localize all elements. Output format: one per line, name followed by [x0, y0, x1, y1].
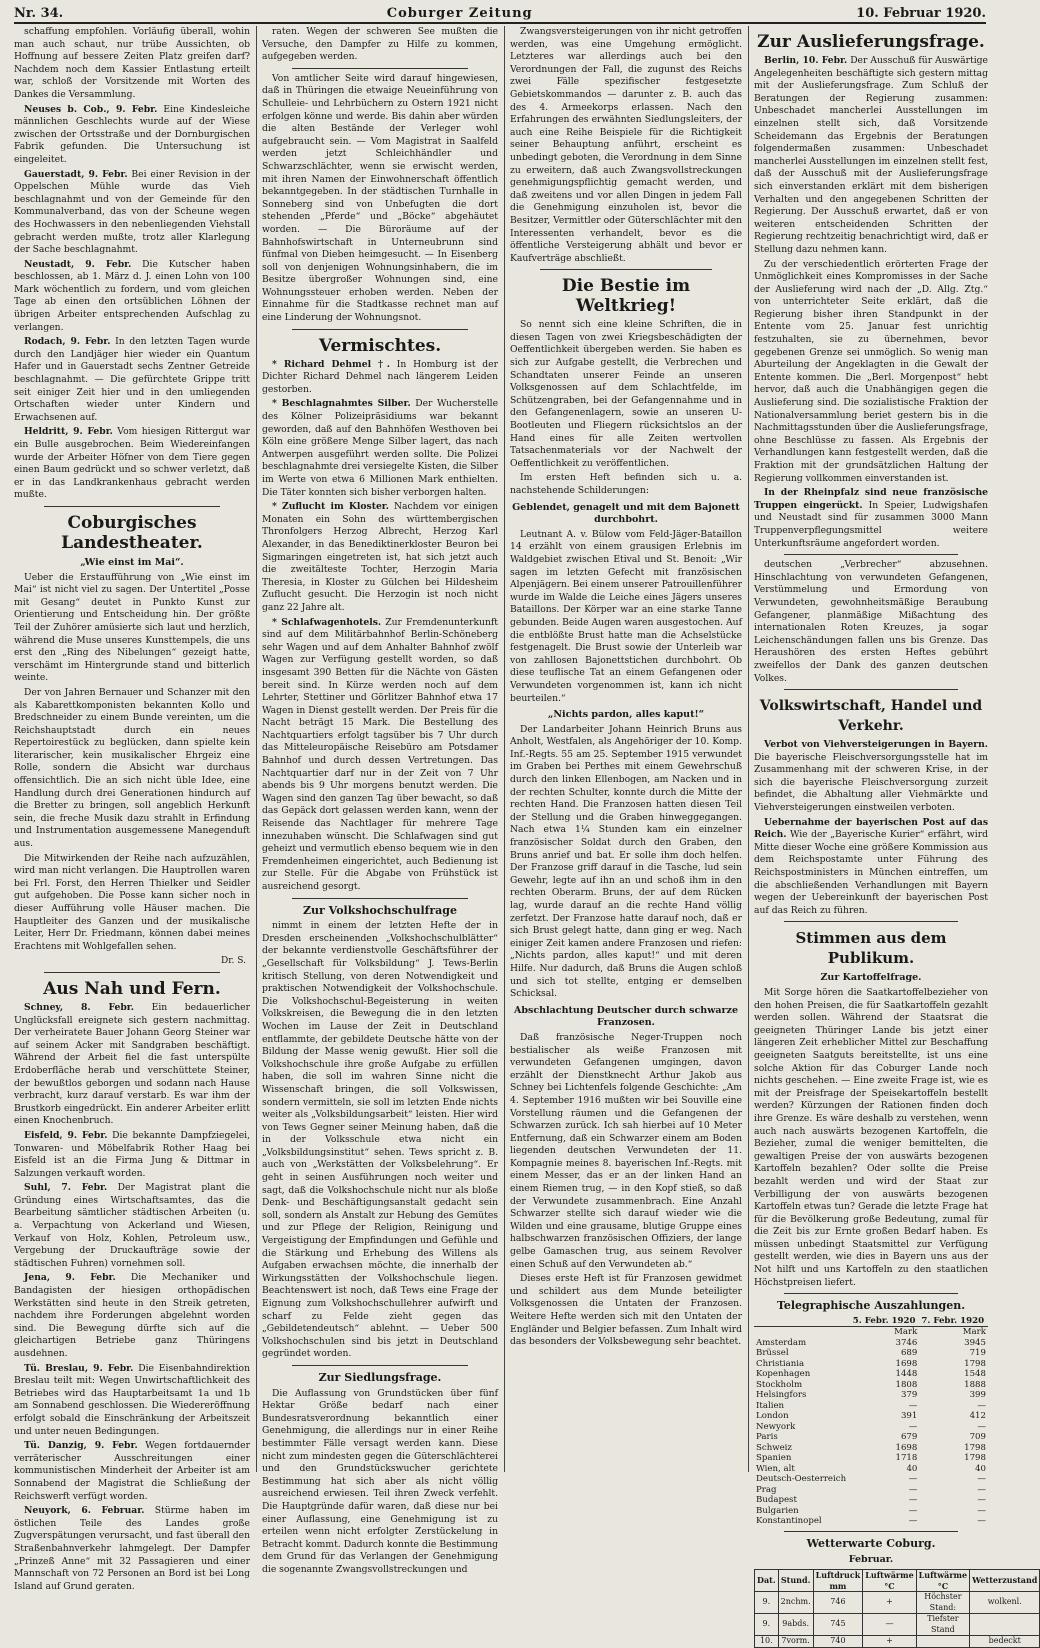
- table-cell: 746: [813, 1592, 863, 1614]
- table-row: [754, 1432, 988, 1443]
- table-row: [754, 1464, 988, 1475]
- article-text: Die Mitwirkenden der Reihe nach aufzuzählen, wird man nicht verlangen. Die Hauptrollen waren bei Frl. Forst, den Herren Thielker und Seidler gut aufgehoben. Die Posse kann sicher noch in dieser Aufführung volle Häuser machen. Die Hauptleiter des Ganzen und der musikalische Leiter, Herr Dr. Friedmann, können dabei meines Erachtens mit Wohlgefallen sehen.: [14, 852, 250, 952]
- table-cell: 40: [906, 1463, 918, 1474]
- table-cell: [916, 1636, 969, 1648]
- news-item: [754, 739, 988, 815]
- article-text: Zwangsversteigerungen von ihr nicht getroffen werden, was eine Umgehung ermöglicht. Letzteres war allerdings auch bei den Verordnungen der Fall, die zugunst des Reichs zwei Fälle spezifischer festgesetzte Gebietskommandos — darunter z. B. auch das des 4. Armeekorps erlassen. Nach den Erfahrungen des erwähnten Siedlungsleiters, der auch eine Reihe Beispiele für die Richtigkeit seiner Behauptung anführt, erscheint es unbedingt geboten, die Verordnung in dem Sinne zu erweitern, daß auch Zwangsvollstreckungen genehmigungspflichtig gemacht werden, und daß zweitens und vor allen Dingen in jedem Fall die Genehmigung einzuholen ist, bevor die Besitzer, Vermittler oder Güterschlächter mit den Interessenten verhandelt, bevor es die öffentliche Versteigerung abhält und bevor er Kaufverträge abschließt.: [510, 26, 742, 264]
- news-text: Die bayerische Fleischversorgungsstelle hat im Zusammenhang mit der schweren Krise, in der sich die bayerische Fleischversorgung zurzeit befindet, die Abhaltung aller Viehmärkte und Viehversteigerungen einstweilen verboten.: [754, 751, 988, 814]
- table-cell: 9abds.: [778, 1614, 813, 1636]
- article-heading: Zur Siedlungsfrage.: [318, 1370, 442, 1384]
- table-cell: Bulgarien: [756, 1505, 799, 1516]
- table-row: [755, 1636, 1040, 1648]
- article-subheading: „Wie einst im Mai“.: [80, 556, 184, 568]
- table-cell: Wien, alt: [756, 1463, 795, 1474]
- table-row: [754, 1390, 988, 1401]
- column-rule: [504, 26, 505, 1472]
- table-cell: 740: [813, 1636, 863, 1648]
- table-header-row: [755, 1570, 1040, 1592]
- dateline: Jena, 9. Febr.: [24, 1272, 116, 1284]
- article-heading: Zur Volkshochschulfrage: [303, 903, 457, 917]
- article-text: Der von Jahren Bernauer und Schanzer mit den als Kabarettkomponisten bekannten Kollo und Bredschneider zu einem Bunde vereinten, um die Reichshauptstadt durch ein neues Repertoirestück zu beglücken, dann spielte kein literarischer, kein musikalischer Ehrgeiz eine Rolle, sondern die Absicht war durchaus offensichtlich. Die an sich nicht üble Idee, eine Handlung durch drei Generationen hindurch auf die Bretter zu bringen, soll angeblich Herkunft sein, die freche Musik dazu strahlt in Erfindung und Instrumentation ausgemessene Manegenduft aus.: [14, 686, 250, 850]
- article-text: Die Auflassung von Grundstücken über fünf Hektar Größe bedarf nach einer Bundesratsverordnung bekanntlich einer Genehmigung, die allerdings nur in einer Reihe bestimmter Fälle versagt werden kann. Diese nicht zum mindesten gegen die Güterschlächterei und den Grundstückswucher gerichtete Bestimmung hat sich aber als nicht völlig ausreichend erwiesen. Teil ihren Zweck verfehlt. Die Hauptgründe dafür waren, daß diese nur bei einer Auflassung, eine Genehmigung ist zu erteilen wenn nicht erfolgter Zerstückelung in Betracht kommt. Dadurch konnte die Bestimmung dem Grund für das Verlangen der Genehmigung die sogenannte Zwangsvollstreckungen und: [262, 1387, 498, 1575]
- divider: [784, 689, 958, 690]
- weather-rows: [755, 1592, 1040, 1648]
- news-text: Die Eisenbahndirektion Breslau teilt mit: Wegen Unwirtschaftlichkeit des Betriebes wird das Hauptarbeitsamt 1a und 1b am Sonnabend geschlossen. Die Wiedereröffnung erfolgt sobald die Einschränkung der Arbeitszeit und unter neuen Bedingungen.: [14, 1362, 250, 1437]
- table-subheading: Februar.: [848, 1554, 894, 1566]
- article-subheading: Zur Kartoffelfrage.: [820, 972, 922, 984]
- news-item: [14, 169, 250, 257]
- article-subheading: „Nichts pardon, alles kaput!“: [547, 709, 705, 721]
- news-text: Der Ausschuß für Auswärtige Angelegenheiten beschäftigte sich gestern mittag mit der Auslieferungsfrage. Zum Schluß der Beratungen der Regierung zusammen: Unbeschadet mancherlei Ausstellungen im einzelnen stellt sich, daß Vorsitzende Scheidemann das Ergebnis der Beratungen folgendermaßen zusammen: Unbeschadet mancherlei Ausstellungen im einzelnen stellt fest, daß der Ausschuß mit der Auslieferungsfrage sich einverstanden erklärt mit dem bisherigen Verhalten und den angegebenen Schritten der Regierung. Der Ausschuß erwartet, daß er von weiteren entscheidenden Schritten der Regierung rechtzeitig benachrichtigt wird, daß er Stellung dazu nehmen kann.: [754, 55, 988, 255]
- article-text: Zu der verschiedentlich erörterten Frage der Unmöglichkeit eines Kompromisses in der Sache der Auslieferung wird nach der „D. Allg. Ztg.“ von unterrichteter Seite erklärt, daß die Regierung bisher ihren Standpunkt in der Entente vom 25. Januar fest unrichtig festzuhalten, sie zu übernehmen, bevor gegebenen Grenze sei unmöglich. So wenig man Aburteilung der Angeklagten in die Gewalt der Entente kommen. Die „Berl. Morgenpost“ hebt hervor, daß auch die Unabhängigen gegen die Auslieferung sind. Die sozialistische Fraktion der Nationalversammlung beriet gestern bis in die Nachmittagsstunden über die Auslieferungsfrage, ohne Beschlüsse zu fassen. Als Ergebnis der Verhandlungen kann festgestellt werden, daß die Fraktion mit der grundsätzlichen Haltung der Regierung vollkommen einverstanden ist.: [754, 258, 988, 484]
- table-cell: 10.: [755, 1636, 779, 1648]
- section-heading: Stimmen aus dem Publikum.: [795, 929, 947, 968]
- dateline: Verbot von Viehversteigerungen in Bayern.: [764, 739, 988, 751]
- weather-table: [754, 1569, 1040, 1648]
- table-cell: Newyork: [756, 1421, 796, 1432]
- news-text: In Speier, Ludwigshafen und Neustadt sind für zusammen 3000 Mann Truppenverpflegungsmittel weitere Unterkunftsräume angefordert worden.: [754, 499, 989, 549]
- table-cell: 1698: [895, 1442, 918, 1453]
- dateline: Gauerstadt, 9. Febr.: [24, 168, 128, 180]
- news-text: Die Mechaniker und Bandagisten der hiesigen orthopädischen Werkstätten sind heute in den Streik getreten, nachdem ihre Forderungen abgelehnt worden sind. Die Bewegung dürfte sich auf die gleichartigen Betriebe ganz Thüringens ausdehnen.: [14, 1272, 251, 1359]
- table-cell: Spanien: [756, 1453, 792, 1464]
- section-heading: Coburgisches Landestheater.: [61, 512, 203, 553]
- dateline: * Zuflucht im Kloster.: [272, 501, 389, 513]
- article-subheading: Geblendet, genagelt und mit dem Bajonett durchbohrt.: [512, 501, 740, 526]
- table-cell: wolkenl.: [970, 1592, 1040, 1614]
- divider: [784, 554, 958, 555]
- dateline: In der Rheinpfalz sind neue französische Truppen eingerückt.: [754, 487, 988, 511]
- divider: [44, 972, 220, 973]
- table-cell: 379: [900, 1390, 918, 1401]
- article-text: schaffung empfohlen. Vorläufig überall, wohin man auch schaut, nur trübe Aussichten, ob Hoffnung auf bessere Zeiten Platz greifen darf? Nachdem noch dem Kassier Entlastung erteilt war, schloß der Vorsitzende mit Worten des Dankes die Versammlung.: [14, 26, 250, 100]
- exchange-rate-table: [754, 1316, 988, 1527]
- dateline: Neuyork, 6. Februar.: [24, 1505, 145, 1517]
- table-cell: Budapest: [756, 1495, 797, 1506]
- news-item: [14, 1182, 250, 1270]
- table-cell: +: [863, 1636, 916, 1648]
- dateline: * Schlafwagenhotels.: [272, 616, 382, 628]
- table-header-row: [754, 1316, 988, 1327]
- news-text: In den letzten Tagen wurde durch den Landjäger hier wieder ein Quantum Hafer und in Gauerstadt sechs Zentner Getreide beschlagnahmt. — Die gefürchtete Grippe tritt seit einiger Zeit hier und in den umliegenden Ortschaften wieder unter Kindern und Erwachsenen auf.: [14, 336, 250, 423]
- table-cell: 1808: [895, 1379, 918, 1390]
- table-cell: —: [977, 1495, 986, 1506]
- news-text: Eine Kindesleiche männlichen Geschlechts wurde auf der Wiese zwischen der Ortsstraße und der Dornburgischen Fabrik gefunden. Die Untersuchung ist eingeleitet.: [14, 103, 250, 165]
- table-cell: 1888: [964, 1379, 986, 1390]
- table-cell: —: [908, 1421, 918, 1432]
- dateline: Berlin, 10. Febr.: [764, 55, 848, 66]
- section-heading: Aus Nah und Fern.: [43, 978, 221, 999]
- table-cell: —: [908, 1400, 918, 1411]
- table-cell: 709: [969, 1432, 986, 1443]
- table-row: [754, 1369, 988, 1380]
- divider: [540, 269, 712, 270]
- table-cell: —: [908, 1516, 918, 1527]
- divider: [292, 1365, 468, 1366]
- table-row: [754, 1443, 988, 1454]
- column-2: [262, 26, 499, 1575]
- column-4: [754, 26, 1038, 1646]
- table-cell: bedeckt: [970, 1636, 1040, 1648]
- table-cell: 1798: [964, 1442, 986, 1453]
- table-row: [754, 1506, 988, 1517]
- column-header: Stund.: [778, 1570, 813, 1592]
- column-rule: [256, 26, 257, 1472]
- article-text: Der Landarbeiter Johann Heinrich Bruns aus Anholt, Westfalen, als Angehöriger der 10. Komp. Inf.-Regts. 55 am 25. September 1915 verwundet im Graben bei Perthes mit einem Gewehrschuß durch den linken Ellenbogen, am Nacken und in der rechten Schulter, konnte durch die Mitte der rechten Hand. Die Franzosen hatten diesen Teil der Stellung und die Graben hinweggegangen. Nach etwa 1¼ Stunden kam ein einzelner französischer Soldat durch den Graben, den Bruns anrief und bat. Er solle ihm doch helfen. Der Franzose griff darauf in die Tasche, lud sein Gewehr, legte auf ihn an und schoß ihm in den rechten Oberarm. Bruns, der auf dem Rücken lag, wurde darauf an die rechte Hand völlig zerfetzt. Der Franzose hatte darauf noch, daß er sich Brust gelegt hatte, dann ging er weg. Nach einiger Zeit kamen andere Franzosen und riefen: „Nichts pardon, alles kaput!“ und mit deren Hilfe. Nur dadurch, daß Bruns die Augen schloß und sich tot stellte, entging er demselben Schicksal.: [510, 723, 742, 1000]
- divider: [784, 1293, 958, 1294]
- table-cell: 1698: [895, 1358, 918, 1369]
- table-cell: —: [977, 1505, 986, 1516]
- issue-number: Nr. 34.: [14, 5, 64, 21]
- dateline: * Beschlagnahmtes Silber.: [272, 398, 411, 410]
- dateline: Tü. Breslau, 9. Febr.: [24, 1362, 134, 1374]
- table-cell: —: [908, 1495, 918, 1506]
- table-cell: 391: [900, 1411, 918, 1422]
- issue-date: 10. Februar 1920.: [856, 5, 986, 21]
- divider: [292, 898, 468, 899]
- table-cell: 3746: [895, 1337, 918, 1348]
- news-item: [14, 104, 250, 167]
- table-row: [754, 1474, 988, 1485]
- dateline: Rodach, 9. Febr.: [24, 336, 111, 348]
- dateline: * Richard Dehmel †.: [272, 358, 390, 370]
- dateline: Eisfeld, 9. Febr.: [24, 1129, 108, 1141]
- news-text: Nachdem vor einigen Monaten ein Sohn des württembergischen Thronfolgers Herzog Albrecht, Herzog Karl Alexander, in das Benediktinerkloster Beuron bei Sigmaringen eingetreten ist, hat sich jetzt auch die zweitälteste Tochter, Herzogin Maria Theresia, in Kloster zu Gülchen bei Hildesheim Zuflucht gesucht. Die Herzogin ist noch nicht ganz 22 Jahre alt.: [262, 501, 499, 613]
- table-cell: Italien: [756, 1400, 785, 1411]
- table-cell: Schweiz: [756, 1442, 792, 1453]
- table-cell: Paris: [756, 1432, 778, 1443]
- table-unit-row: [754, 1327, 988, 1338]
- table-cell: 679: [900, 1432, 918, 1443]
- table-cell: —: [863, 1614, 916, 1636]
- news-text: In Homburg ist der Dichter Richard Dehmel nach längerem Leiden gestorben.: [262, 358, 498, 395]
- divider: [292, 329, 468, 330]
- news-item: [754, 487, 988, 550]
- table-cell: 1448: [895, 1369, 918, 1380]
- table-heading: Wetterwarte Coburg.: [806, 1536, 936, 1550]
- news-item: [14, 1272, 250, 1360]
- table-cell: 1548: [964, 1369, 986, 1380]
- table-cell: 1798: [964, 1358, 986, 1369]
- table-row: [754, 1485, 988, 1496]
- news-text: Zur Fremdenunterkunft sind auf dem Militärbahnhof Berlin-Schöneberg sehr Wagen und auf dem Anhalter Bahnhof zwölf Wagen zur Verfügung gestellt worden, so daß insgesamt 390 Betten für die Nächte von Gästen bereit sind. In Kürze werden noch auf dem Lehrter, Stettiner und Görlitzer Bahnhof etwa 17 Wagen in Dienst gestellt werden. Der Preis für die Nacht beträgt 15 Mark. Die Bestellung des Nachtquartiers erfolgt tagsüber bis 7 Uhr durch das Mitteleuropäische Reisebüro am Potsdamer Bahnhof und durch dessen Vertretungen. Das Nachtquartier darf nur in der Zeit von 7 Uhr abends bis 9 Uhr morgens benutzt werden. Die Wagen sind den ganzen Tag über bewacht, so daß das Gepäck dort gelassen werden kann, wenn der Reisende das Nachtlager für mehrere Tage innezuhaben wünscht. Die Schlafwagen sind gut geheizt und vermutlich ebenso bequem wie in den Fremdenheimen eingerichtet, auch Bedienung ist zur Stelle. Für die Abgabe von Frühstück ist ausreichend gesorgt.: [262, 616, 498, 892]
- table-cell: Stockholm: [756, 1379, 803, 1390]
- table-heading: Telegraphische Auszahlungen.: [776, 1299, 966, 1313]
- table-cell: Christiania: [756, 1358, 805, 1369]
- dateline: Neuses b. Cob., 9. Febr.: [24, 103, 158, 115]
- news-text: Die Kutscher haben beschlossen, ab 1. März d. J. einen Lohn von 100 Mark wöchentlich zu fordern, und vom gleichen Tage ab einen den ortsüblichen Löhnen der übrigen Arbeiter entsprechenden Aufschlag zu verlangen.: [14, 258, 250, 333]
- article-text: raten. Wegen der schweren See mußten die Versuche, den Dampfer zu Hilfe zu kommen, aufgegeben werden.: [262, 26, 498, 63]
- news-item: [14, 1002, 250, 1128]
- news-item: [262, 398, 498, 499]
- column-header: 7. Febr. 1920: [919, 1316, 988, 1327]
- news-text: Die bekannte Dampfziegelei, Tonwaren- und Möbelfabrik Rother Haag bei Eisfeld ist an die Firma Jung & Dittmar in Salzungen verkauft worden.: [14, 1129, 250, 1179]
- news-item: [754, 55, 988, 257]
- article-text: deutschen „Verbrecher“ abzusehnen. Hinschlachtung von verwundeten Gefangenen, Verstümmelung und Ermordung von Verwundeten, gewohnheitsmäßige Beraubung Gefangener, planmäßige Mißachtung des internationalen Roten Kreuzes, ja sogar Leichenschändungen fallen uns bis Grenze. Das Heraushören des ersten Heftes gebührt zweifellos der Dank des ganzen deutschen Volkes.: [754, 559, 988, 684]
- newspaper-title: Coburger Zeitung: [386, 5, 533, 21]
- table-cell: 40: [975, 1463, 986, 1474]
- section-heading: Vermischtes.: [318, 335, 442, 356]
- section-heading: Zur Auslieferungsfrage.: [757, 32, 985, 52]
- news-text: Wie der „Bayerische Kurier“ erfährt, wird Mitte dieser Woche eine größere Kommission aus dem Reichspostamte unter Führung des Reichspostministers in München eintreffen, um die abschließenden Verhandlungen mit Bayern wegen der Uebereinkunft der bayerischen Post auf das Reich zu führen.: [754, 829, 988, 916]
- divider: [44, 506, 220, 507]
- dateline: Tü. Danzig, 9. Febr.: [24, 1440, 138, 1452]
- table-cell: +: [863, 1592, 916, 1614]
- table-cell: 719: [969, 1348, 986, 1359]
- unit-cell: [754, 1327, 851, 1338]
- table-row: [755, 1592, 1040, 1614]
- news-item: [14, 1130, 250, 1180]
- table-cell: Höchster Stand:: [916, 1592, 969, 1614]
- column-header: Dat.: [755, 1570, 779, 1592]
- table-row: [754, 1338, 988, 1349]
- column-header: Luftwärme °C: [863, 1570, 916, 1592]
- table-cell: —: [977, 1400, 986, 1411]
- news-item: [14, 1363, 250, 1439]
- table-cell: 9.: [755, 1592, 779, 1614]
- table-cell: 9.: [755, 1614, 779, 1636]
- table-cell: Amsterdam: [756, 1337, 807, 1348]
- table-cell: [970, 1614, 1040, 1636]
- table-row: [754, 1516, 988, 1527]
- table-row: [754, 1411, 988, 1422]
- table-cell: 745: [813, 1614, 863, 1636]
- table-cell: —: [908, 1474, 918, 1485]
- section-heading: Volkswirtschaft, Handel und Verkehr.: [759, 698, 983, 735]
- table-cell: —: [977, 1474, 986, 1485]
- divider: [292, 68, 468, 69]
- table-row: [755, 1614, 1040, 1636]
- news-text: Der Wucherstelle des Kölner Polizeipräsidiums war bekannt geworden, daß auf den Bahnhöfen Westhoven bei Köln eine größere Menge Silber lagert, das nach Antwerpen ausgeführt werden sollte. Die Polizei beschlagnahmte drei versiegelte Kisten, die Silber im Werte von etwa 6 Millionen Mark enthielten. Die Täter konnten sich bisher verborgen halten.: [262, 398, 499, 498]
- dateline: Uebernahme der bayerischen Post auf das Reich.: [754, 816, 988, 841]
- table-row: [754, 1359, 988, 1370]
- table-cell: Konstantinopel: [756, 1516, 822, 1527]
- unit-cell: Mark: [962, 1327, 986, 1338]
- article-text: Leutnant A. v. Bülow vom Feld-Jäger-Bataillon 14 erzählt von einem grausigen Erlebnis im Waldgebiet zwischen Etival und St. Benoit: „Wir sagen im letzten Gefecht mit französischen Alpenjägern. Bei einem unserer Patrouillenführer wurde im Walde die Leiche eines Jägers unseres Bataillons. Der Körper war an eine starke Tanne gebunden. Beide Augen waren ausgestochen. Auf die entblößte Brust hatte man die Achselstücke festgenagelt. Die Brust sowie der Unterleib war von zahllosen Bajonettstichen durchbohrt. Ob diese teuflische Tat an einem Gefangenen oder Verwundeten vorgenommen ist, kann ich nicht beurteilen.“: [510, 528, 742, 704]
- column-3: [510, 26, 742, 1472]
- table-cell: 399: [969, 1390, 986, 1401]
- divider: [784, 1531, 958, 1532]
- table-cell: —: [908, 1484, 918, 1495]
- table-row: [754, 1495, 988, 1506]
- dateline: Neustadt, 9. Febr.: [24, 258, 132, 270]
- article-subheading: Abschlachtung Deutscher durch schwarze Franzosen.: [513, 1004, 738, 1029]
- table-cell: 1718: [895, 1453, 918, 1464]
- table-cell: 689: [900, 1348, 918, 1359]
- author-signature: Dr. S.: [221, 956, 246, 967]
- table-cell: London: [756, 1411, 789, 1422]
- article-text: Von amtlicher Seite wird darauf hingewiesen, daß in Thüringen die etwaige Neueinführung von Schulleie- und Lehrbüchern zu Ostern 1921 nicht erfolgen könne und werde. Bis dahin aber würden die alten Bestände der Verleger wohl aufgebraucht sein. — Vom Magistrat in Saalfeld werden jetzt Schleichhändler und Schwarzschlächter, wenn sie erwischt werden, mit ihren Namen der Einwohnerschaft öffentlich bekanntgegeben. In der städtischen Turnhalle in Sonneberg sind von Unbefugten die dort stehenden „Pferde“ und „Böcke“ abgehäutet worden. — Die Büroräume auf der Bahnhofswirtschaft in Unterneubrunn sind fünfmal von Dieben heimgesucht. — In Eisenberg soll von denjenigen Wohnungsinhabern, die im Besitze übergroßer Wohnungen sind, eine Wohnungssteuer erhoben werden. Neben der Einnahme für die Stadtkasse rechnet man auf eine Linderung der Wohnungsnot.: [262, 72, 498, 324]
- table-row: [754, 1348, 988, 1359]
- news-item: [262, 359, 498, 397]
- news-text: Der Magistrat plant die Gründung eines Wirtschaftsamtes, das die Bearbeitung sämtlicher städtischen Arbeiten (u. a. Verpachtung von Ackerland und Wiesen, Verkauf von Holz, Kohlen, Petroleum usw., Vergebung der Druckaufträge sowie der städtischen Fuhren) vornehmen soll.: [14, 1182, 251, 1269]
- table-cell: Brüssel: [756, 1348, 789, 1359]
- news-item: [262, 501, 498, 614]
- news-item: [14, 1505, 250, 1593]
- news-item: [14, 336, 250, 424]
- news-item: [754, 817, 988, 918]
- news-text: Vom hiesigen Rittergut war ein Bulle ausgebrochen. Beim Wiedereinfangen wurde der Arbeiter Höfner von dem Tiere gegen einen Baum gedrückt und so schwer verletzt, daß er in das Landkrankenhaus gebracht werden mußte.: [14, 426, 250, 501]
- table-row: [754, 1453, 988, 1464]
- news-text: Bei einer Revision in der Oppelschen Mühle wurde das Vieh beschlagnahmt und von der Gemeinde für den Kommunalverband, das von der Scheune wegen des Hochwassers in den nebenliegenden Viehstall gebracht werden mußte, trotz aller Klarlegung der Sache beschlagnahmt.: [14, 168, 250, 256]
- table-cell: —: [977, 1484, 986, 1495]
- news-text: Wegen fortdauernder verräterischer Ausschreitungen einer kommunistischen Minderheit der Arbeiter ist am Sonnabend der Magistrat die Schließung der Reichswerft verfügt worden.: [14, 1440, 250, 1502]
- dateline: Schney, 8. Febr.: [24, 1001, 134, 1013]
- article-text: So nennt sich eine kleine Schriften, die in diesen Tagen von zwei Kriegsbeschädigten der Oeffentlichkeit übergeben werden. Sie haben es sich zur Aufgabe gestellt, die Verbrechen und Schandtaten unserer Feinde an unseren Volksgenossen auf dem Schlachtfelde, im Schützengraben, bei der Gefangennahme und in den Gefangenenlagern, sowie an unseren U-Bootleuten und Fliegern rücksichtslos an der Hand eines für alle Zeiten wertvollen Tatsachenmaterials vor der Nachwelt der Oeffentlichkeit zu veröffentlichen.: [510, 319, 742, 469]
- table-cell: —: [908, 1505, 918, 1516]
- column-header: Wetterzustand: [970, 1570, 1040, 1592]
- news-text: Ein bedauerlicher Unglücksfall ereignete sich gestern nachmittag. Der verheiratete Bauer Johann Georg Steiner war auf seinem Acker mit Sandgraben beschäftigt. Während der Arbeit fiel die fast unterspülte Erdoberfläche herab und verschüttete Steiner, der bewußtlos geborgen und sodann nach Hause verbracht, kurz darauf verstarb. Es war ihm der Brustkorb eingedrückt. Ein anderer Arbeiter erlitt einen Knochenbruch.: [14, 1001, 250, 1127]
- table-cell: —: [977, 1421, 986, 1432]
- column-1: [14, 26, 251, 1592]
- column-rule: [748, 26, 749, 1472]
- article-text: Im ersten Heft befinden sich u. a. nachstehende Schilderungen:: [510, 472, 742, 496]
- dateline: Heldritt, 9. Febr.: [24, 426, 113, 438]
- table-cell: 2nchm.: [778, 1592, 813, 1614]
- table-cell: Deutsch-Oesterreich: [756, 1474, 847, 1485]
- table-cell: Helsingfors: [756, 1390, 807, 1401]
- article-text: Dieses erste Heft ist für Franzosen gewidmet und schildert aus dem Munde beteiligter Volksgenossen die Untaten der Franzosen. Weitere Hefte werden sich mit den Untaten der Engländer und Belgier befassen. Zum Inhalt wird das besonders der Volksbewegung sehr beachtet.: [510, 1273, 742, 1348]
- column-header: [754, 1316, 851, 1327]
- masthead: [14, 4, 986, 24]
- article-text: Mit Sorge hören die Saatkartoffelbezieher von den hohen Preisen, die für Saatkartoffeln gezahlt werden sollen. Während der Staatsrat die geeigneten Thüringer Lande bis jetzt einer längeren Zeit erheblicher Mittel zur Beschaffung geeigneten Saatguts bereitstellte, ist uns eine solche Aktion für das Coburger Lande noch nichts geschehen. — Eine zweite Frage ist, wie es mit der Preisfrage der Speisekartoffeln bestellt werden? Kürzungen der Rationen finden doch ihre Grenze. Es wäre deshalb zu verstehen, wenn auch nach auswärts bezogenen Kartoffeln, die Bezieher, zumal die weniger bemittelten, die gewaltigen Preise der von auswärts bezogenen Kartoffeln bezahlen? Oder sollte die Preise bezahlt werden und wird der Staat zur Verbilligung der von auswärts bezogenen Kartoffeln etwas tun? Gerade die letzte Frage hat für die Bevölkerung große Bedeutung, zumal für die Zeit bis zur Ernte großen Bedarf haben. Es müssen unbedingt Staatsmittel zur Verfügung gestellt werden, wie dies in Bayern uns aus der Not hilft und uns Kartoffeln zu den staatlichen Höchstpreisen liefert.: [754, 987, 988, 1288]
- news-item: [14, 259, 250, 335]
- table-row: [754, 1380, 988, 1391]
- divider: [784, 921, 958, 922]
- table-cell: 1798: [964, 1453, 986, 1464]
- news-item: [14, 426, 250, 502]
- column-header: Luftwärme °C: [916, 1570, 969, 1592]
- exchange-rate-rows: [754, 1338, 988, 1527]
- table-cell: Kopenhagen: [756, 1369, 811, 1380]
- article-text: nimmt in einem der letzten Hefte der in Dresden erscheinenden „Volkshochschulblätter“ der bekannte verdienstvolle Geschäftsführer der „Gesellschaft für Volksbildung“ J. Tews-Berlin kritisch Stellung, von deren Notwendigkeit und praktischen Notwendigkeit der Volkshochschule. Die Volkshochschul-Begeisterung in weiten Volkskreisen, die Bewegung die in den letzten Wochen im Lause der Zeit in Deutschland entflammte, der gebildete Deutsche hätte von der Bildung der Masse wenig gewußt. Hier soll die Volkshochschule ihre große Aufgabe zu erfüllen haben, die soll im wahren Sinne nicht die Wissenschaft bringen, die soll Volkswissen, sondern vermitteln, sie soll im letzten Ende nichts weiter als „Volksbildungsarbeit“ leisten. Hier wird von Tews Gegner seiner Meinung haben, daß die in der Volksschule etwa nicht ein „Volksbildungsinstitut“ sehen. Tews spricht z. B. auch von „Werkstätten der Volksbelehrung“. Er geht in seinen Ausführungen noch weiter und sagt, daß die Volkshochschule nicht nur als bloße Denk- und Beschäftigungsanstalt gedacht sein soll, sondern als Anstalt zur Hebung des Gemütes und zur Pflege der Religion, Reinigung und Vergeistigung der Empfindungen und Gefühle und die Stärkung und Erhebung des Willens als Aufgaben erwachsen möchte, die innerhalb der Wirkungsstätten der Volkshochschule liegen. Beachtenswert ist noch, daß Tews eine Frage der Eignung zum Volkshochschullehrer aufwirft und scharf zu Felde zieht gegen das „Gebildetendeutsch“ ablehnt. — Ueber 500 Volkshochschulen sind bis jetzt in Deutschland gegründet worden.: [262, 920, 498, 1360]
- news-text: Stürme haben im östlichen Teile des Landes große Zugverspätungen verursacht, und fast überall den Straßenbahnverkehr lahmgelegt. Der Dampfer „Prinzeß Anne“ mit 32 Passagieren und einer Mannschaft von 72 Personen an Bord ist bei Long Island auf Grund geraten.: [14, 1505, 250, 1592]
- table-cell: Prag: [756, 1484, 777, 1495]
- table-cell: —: [977, 1516, 986, 1527]
- column-header: Luftdruck mm: [813, 1570, 863, 1592]
- news-item: [262, 617, 498, 894]
- article-text: Ueber die Erstaufführung von „Wie einst im Mai“ ist nicht viel zu sagen. Der Untertitel „Posse mit Gesang“ deutet in Punkto Kunst zur Orientierung und Entscheidung hin. Der größte Teil der Zuhörer amüsierte sich laut und herzlich, während die Muse unseres Kunsttempels, die uns erst den „Ring des Nibelungen“ gezeigt hatte, verschämt im Hintergrunde stand und bitterlich weinte.: [14, 571, 250, 684]
- table-cell: 7vorm.: [778, 1636, 813, 1648]
- table-cell: 412: [969, 1411, 986, 1422]
- table-row: [754, 1422, 988, 1433]
- table-cell: 3945: [964, 1337, 986, 1348]
- table-row: [754, 1401, 988, 1412]
- column-header: 5. Febr. 1920: [851, 1316, 920, 1327]
- news-item: [14, 1440, 250, 1503]
- section-heading: Die Bestie im Weltkrieg!: [561, 276, 691, 317]
- article-text: Daß französische Neger-Truppen noch bestialischer als weiße Franzosen mit verwundeten Gefangenen umgingen, davon erzählt der Dienstknecht Arthur Jakob aus Schney bei Lichtenfels folgende Geschichte: „Am 4. September 1916 mußten wir bei Souville eine Vorstellung räumen und die Gefangenen der Schwarzen zurück. Ich sah hierbei auf 10 Meter Entfernung, daß ein Schwarzer einem am Boden liegenden deutschen Verwundeten der 11. Kompagnie meines 8. bayerischen Inf.-Regts. mit einem Messer, das er an der linken Hand an einem Riemen trug, — in den Kopf stieß, so daß der Verwundete zusammenbrach. Eine Anzahl Schwarzer stellte sich darauf wieder wie die Wilden und eine grausame, blutige Gruppe eines halbschwarzen französischen Offiziers, der lange gelbe Gamaschen trug, aus seinem Revolver einen Schuß auf den Verwundeten ab.“: [510, 1031, 742, 1270]
- table-cell: Tiefster Stand: [916, 1614, 969, 1636]
- unit-cell: Mark: [894, 1327, 918, 1338]
- dateline: Suhl, 7. Febr.: [24, 1182, 108, 1194]
